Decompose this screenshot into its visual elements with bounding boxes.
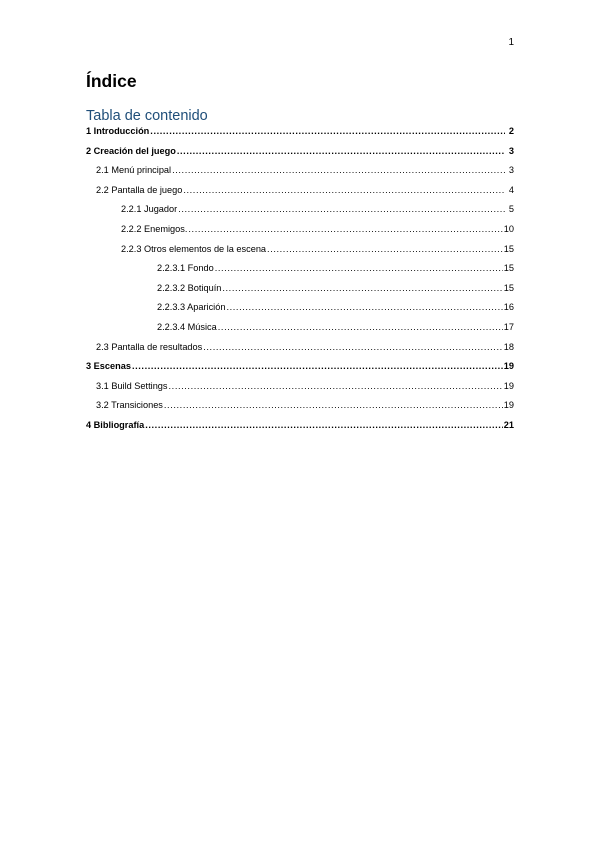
toc-entry[interactable] <box>86 165 514 185</box>
toc-entry-label: 1 Introducción <box>86 126 150 136</box>
toc-leader-dots <box>150 126 505 136</box>
toc-entry-label: 3.1 Build Settings <box>96 380 168 391</box>
toc-entry[interactable] <box>86 224 514 244</box>
toc-entry-label: 2.1 Menú principal <box>96 165 172 176</box>
toc-entry-page: 18 <box>503 341 514 352</box>
toc-entry-label: 2.2.3 Otros elementos de la escena <box>121 243 267 254</box>
toc-entry[interactable] <box>86 342 514 362</box>
toc-entry-page: 3 <box>508 165 514 176</box>
toc-leader-dots <box>203 342 503 352</box>
toc-leader-dots <box>169 381 503 391</box>
toc-entry-label: 4 Bibliografía <box>86 419 145 430</box>
toc-entry-label: 2.3 Pantalla de resultados <box>96 341 203 352</box>
toc-entry-label: 2 Creación del juego <box>86 145 176 156</box>
toc-entry-label: 2.2.3.4 Música <box>157 321 217 332</box>
toc-entry[interactable] <box>86 204 514 224</box>
toc-entry-page: 15 <box>503 243 514 254</box>
toc-leader-dots <box>164 400 503 410</box>
toc-leader-dots <box>145 420 503 430</box>
toc-entry-page: 17 <box>503 321 514 332</box>
toc-leader-dots <box>188 224 502 234</box>
toc-entry-page: 4 <box>508 184 514 195</box>
toc-entry-label: 2.2.3.2 Botiquín <box>157 282 222 293</box>
toc-entry[interactable] <box>86 361 514 381</box>
toc-leader-dots <box>222 283 502 293</box>
toc-entry[interactable] <box>86 420 514 440</box>
toc-entry[interactable] <box>86 283 514 303</box>
toc-entry-label: 2.2 Pantalla de juego <box>96 184 183 195</box>
toc-entry[interactable] <box>86 126 514 146</box>
toc-leader-dots <box>218 322 503 332</box>
toc-entry[interactable] <box>86 263 514 283</box>
toc-entry[interactable] <box>86 302 514 322</box>
toc-entry-page: 21 <box>503 419 514 430</box>
toc-leader-dots <box>178 204 505 214</box>
toc-leader-dots <box>226 302 502 312</box>
toc-entry-page: 19 <box>503 400 514 411</box>
toc-leader-dots <box>215 263 503 273</box>
toc-leader-dots <box>183 185 505 195</box>
toc-entry-page: 15 <box>503 282 514 293</box>
toc-entry-page: 10 <box>503 223 514 234</box>
table-of-contents <box>86 126 514 440</box>
toc-entry[interactable] <box>86 322 514 342</box>
toc-entry[interactable] <box>86 381 514 401</box>
toc-entry-label: 2.2.2 Enemigos. <box>121 223 188 234</box>
toc-leader-dots <box>177 146 505 156</box>
toc-entry-page: 16 <box>503 302 514 313</box>
toc-entry-page: 15 <box>503 263 514 274</box>
toc-heading: Tabla de contenido <box>86 108 208 124</box>
page-number: 1 <box>508 37 514 48</box>
toc-entry-page: 5 <box>508 204 514 215</box>
toc-leader-dots <box>267 244 503 254</box>
toc-entry[interactable] <box>86 146 514 166</box>
toc-entry-page: 3 <box>508 145 514 156</box>
toc-entry-label: 3 Escenas <box>86 361 131 372</box>
toc-leader-dots <box>172 165 505 175</box>
toc-entry-label: 3.2 Transiciones <box>96 400 163 411</box>
toc-entry[interactable] <box>86 244 514 264</box>
toc-entry-label: 2.2.1 Jugador <box>121 204 178 215</box>
toc-entry-page: 19 <box>503 380 514 391</box>
toc-leader-dots <box>132 361 503 371</box>
page-title: Índice <box>86 71 137 91</box>
toc-entry-page: 19 <box>503 361 514 372</box>
toc-entry-label: 2.2.3.3 Aparición <box>157 302 226 313</box>
toc-entry[interactable] <box>86 185 514 205</box>
toc-entry[interactable] <box>86 400 514 420</box>
toc-entry-label: 2.2.3.1 Fondo <box>157 263 214 274</box>
toc-entry-page: 2 <box>508 126 514 136</box>
